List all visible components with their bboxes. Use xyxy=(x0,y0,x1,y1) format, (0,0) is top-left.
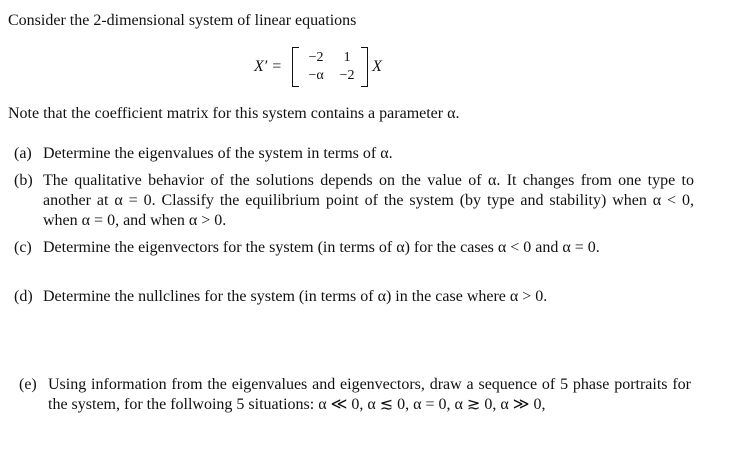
system-equation xyxy=(254,44,382,90)
question-item-a xyxy=(14,144,694,164)
matrix-cell: −α xyxy=(308,68,324,83)
item-tag: (d) xyxy=(14,288,33,305)
question-item-d xyxy=(14,287,694,307)
matrix-cell: −2 xyxy=(339,68,355,83)
intro-text: Consider the 2-dimensional system of linear equations xyxy=(8,12,357,29)
question-item-e xyxy=(19,375,691,415)
item-text: The qualitative behavior of the solutions depends on the value of α. It changes from one type to another at α = 0. Classify the equilibrium point of the system (by type and stability) when α < 0, when α = 0, and when α > 0. xyxy=(43,172,694,229)
matrix-left-bracket xyxy=(292,47,299,87)
item-text: Determine the nullclines for the system (in terms of α) in the case where α > 0. xyxy=(43,288,548,305)
matrix-right-bracket xyxy=(361,47,368,87)
equation-rhs: X xyxy=(372,58,382,75)
coefficient-matrix xyxy=(299,49,361,85)
item-tag: (c) xyxy=(14,239,32,256)
item-tag: (e) xyxy=(19,376,37,393)
item-text: Determine the eigenvectors for the system (in terms of α) for the cases α < 0 and α = 0. xyxy=(43,239,600,256)
item-text: Determine the eigenvalues of the system in terms of α. xyxy=(43,145,393,162)
matrix-cell: 1 xyxy=(343,50,351,65)
note-text: Note that the coefficient matrix for this system contains a parameter α. xyxy=(8,105,460,122)
question-item-b xyxy=(14,171,694,231)
item-tag: (a) xyxy=(14,145,32,162)
question-item-c xyxy=(14,238,694,258)
matrix-cell: −2 xyxy=(308,50,324,65)
item-tag: (b) xyxy=(14,172,33,189)
item-text: Using information from the eigenvalues and eigenvectors, draw a sequence of 5 phase portraits for the system, for the follwoing 5 situations: α ≪ 0, α ≲ 0, α = 0, α ≳ 0, α ≫ 0, xyxy=(48,376,691,413)
equation-lhs: X′ = xyxy=(254,58,283,75)
